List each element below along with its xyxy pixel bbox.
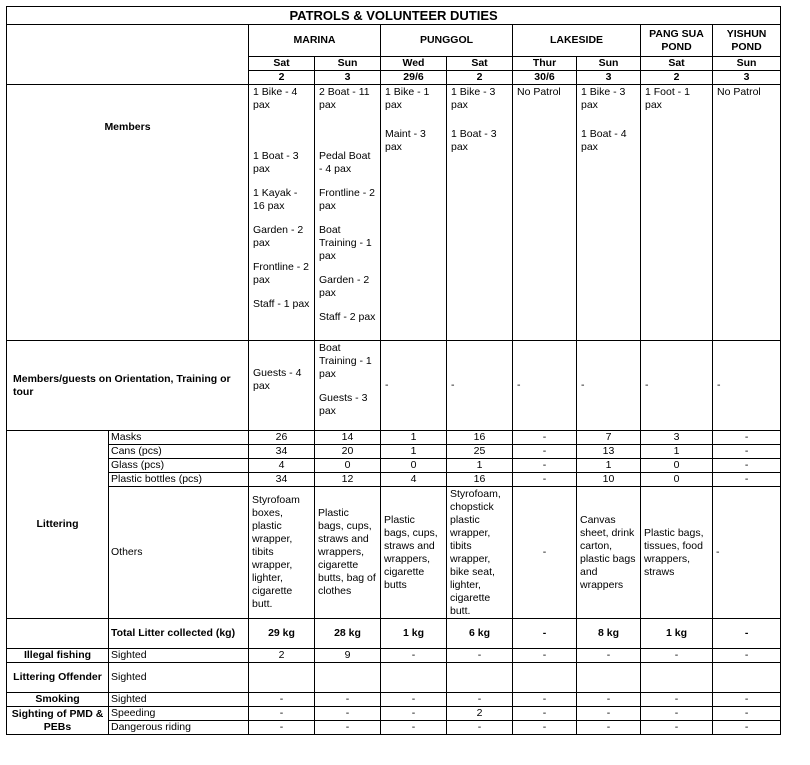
location-yishun: YISHUN POND <box>713 25 781 57</box>
offender-value <box>577 663 641 693</box>
litter-value: 26 <box>249 431 315 445</box>
litter-value: - <box>513 431 577 445</box>
entry-text: Pedal Boat - 4 pax <box>319 150 371 175</box>
smoking-value: - <box>447 693 513 707</box>
date-cell: 2 <box>641 71 713 85</box>
litter-others-cell: Styrofoam boxes, plastic wrapper, tibits wrapper, lighter, cigarette butt. <box>249 487 315 619</box>
orientation-cell <box>381 341 447 431</box>
litter-item-name: Cans (pcs) <box>109 445 249 459</box>
fishing-value: - <box>713 649 781 663</box>
litter-others-cell: - <box>713 487 781 619</box>
litter-value: 3 <box>641 431 713 445</box>
orientation-cell <box>577 341 641 431</box>
day-cell: Sat <box>447 57 513 71</box>
fishing-value: - <box>641 649 713 663</box>
smoking-label: Smoking <box>7 693 109 707</box>
day-cell: Thur <box>513 57 577 71</box>
orientation-label: Members/guests on Orientation, Training or tour <box>7 341 249 431</box>
litter-value: - <box>713 473 781 487</box>
litter-item-name: Glass (pcs) <box>109 459 249 473</box>
members-cell <box>447 85 513 341</box>
entry-text: - <box>581 379 585 391</box>
litter-value: 25 <box>447 445 513 459</box>
pmd-value: - <box>713 707 781 721</box>
entry-text: - <box>645 379 649 391</box>
pmd-value: - <box>447 721 513 735</box>
littering-offender-label: Littering Offender <box>7 663 109 693</box>
littering-row <box>7 431 781 445</box>
location-lakeside: LAKESIDE <box>513 25 641 57</box>
location-marina: MARINA <box>249 25 381 57</box>
pmd-value: - <box>641 707 713 721</box>
littering-offender-sub: Sighted <box>109 663 249 693</box>
offender-value <box>713 663 781 693</box>
members-cell <box>641 85 713 341</box>
litter-value: 4 <box>381 473 447 487</box>
litter-value: 1 <box>381 431 447 445</box>
orientation-cell <box>713 341 781 431</box>
litter-others-cell: - <box>513 487 577 619</box>
orientation-cell <box>641 341 713 431</box>
pmd-value: - <box>577 707 641 721</box>
entry-text: Staff - 1 pax <box>253 298 310 310</box>
pmd-row <box>7 721 781 735</box>
entry-text: 1 Kayak - 16 pax <box>253 187 298 212</box>
offender-value <box>249 663 315 693</box>
smoking-value: - <box>641 693 713 707</box>
page-title: PATROLS & VOLUNTEER DUTIES <box>7 7 781 25</box>
total-label: Total Litter collected (kg) <box>109 619 249 649</box>
members-cell <box>249 85 315 341</box>
pmd-sub: Dangerous riding <box>109 721 249 735</box>
litter-others-cell: Plastic bags, cups, straws and wrappers, cigarette butts <box>381 487 447 619</box>
offender-value <box>315 663 381 693</box>
smoking-sub: Sighted <box>109 693 249 707</box>
litter-value: - <box>513 473 577 487</box>
duties-report <box>6 6 780 735</box>
litter-value: - <box>513 445 577 459</box>
entry-text: 1 Boat - 4 pax <box>581 128 627 153</box>
pmd-value: - <box>249 721 315 735</box>
entry-text: Garden - 2 pax <box>253 224 304 249</box>
entry-text: - <box>451 379 455 391</box>
pmd-row <box>7 707 781 721</box>
location-pang-sua: PANG SUA POND <box>641 25 713 57</box>
pmd-value: - <box>315 707 381 721</box>
date-cell: 2 <box>249 71 315 85</box>
entry-text: - <box>385 379 389 391</box>
entry-text: 1 Bike - 3 pax <box>581 86 626 111</box>
pmd-value: - <box>641 721 713 735</box>
litter-others-cell: Canvas sheet, drink carton, plastic bags and wrappers <box>577 487 641 619</box>
members-cell <box>577 85 641 341</box>
entry-text: Guests - 3 pax <box>319 392 368 417</box>
pmd-value: - <box>381 721 447 735</box>
entry-text: 2 Boat - 11 pax <box>319 86 370 111</box>
entry-text: 1 Foot - 1 pax <box>645 86 690 111</box>
day-cell: Wed <box>381 57 447 71</box>
header-blank <box>7 25 249 85</box>
total-value: 29 kg <box>249 619 315 649</box>
litter-value: - <box>713 459 781 473</box>
total-value: 1 kg <box>641 619 713 649</box>
entry-text: No Patrol <box>717 86 761 98</box>
orientation-cell <box>315 341 381 431</box>
pmd-value: - <box>713 721 781 735</box>
litter-item-name: Masks <box>109 431 249 445</box>
day-cell: Sun <box>315 57 381 71</box>
entry-text: Frontline - 2 pax <box>253 261 310 286</box>
litter-value: - <box>513 459 577 473</box>
litter-value: 12 <box>315 473 381 487</box>
total-row <box>7 619 781 649</box>
offender-value <box>513 663 577 693</box>
members-cell <box>713 85 781 341</box>
litter-value: 1 <box>641 445 713 459</box>
illegal-fishing-label: Illegal fishing <box>7 649 109 663</box>
total-value: 8 kg <box>577 619 641 649</box>
entry-text: 1 Boat - 3 pax <box>253 150 299 175</box>
entry-text: Guests - 4 pax <box>253 367 302 392</box>
litter-others-cell: Styrofoam, chopstick plastic wrapper, tibits wrapper, bike seat, lighter, cigarette butt. <box>447 487 513 619</box>
entry-text: Boat Training - 1 pax <box>319 224 372 262</box>
litter-value: 34 <box>249 445 315 459</box>
entry-text: No Patrol <box>517 86 561 98</box>
offender-value <box>447 663 513 693</box>
day-cell: Sat <box>641 57 713 71</box>
date-cell: 3 <box>315 71 381 85</box>
date-cell: 2 <box>447 71 513 85</box>
litter-others-cell: Plastic bags, tissues, food wrappers, straws <box>641 487 713 619</box>
litter-value: 14 <box>315 431 381 445</box>
orientation-cell <box>249 341 315 431</box>
littering-row <box>7 445 781 459</box>
pmd-value: 2 <box>447 707 513 721</box>
orientation-cell <box>447 341 513 431</box>
pmd-value: - <box>577 721 641 735</box>
smoking-value: - <box>381 693 447 707</box>
entry-text: - <box>517 379 521 391</box>
littering-others-row <box>7 487 781 619</box>
orientation-cell <box>513 341 577 431</box>
date-cell: 3 <box>577 71 641 85</box>
total-blank <box>7 619 109 649</box>
fishing-value: - <box>447 649 513 663</box>
offender-value <box>381 663 447 693</box>
members-label: Members <box>7 85 249 341</box>
pmd-value: - <box>513 721 577 735</box>
total-value: - <box>713 619 781 649</box>
entry-text: 1 Bike - 3 pax <box>451 86 496 111</box>
litter-value: 34 <box>249 473 315 487</box>
smoking-value: - <box>513 693 577 707</box>
littering-offender-row <box>7 663 781 693</box>
litter-value: 20 <box>315 445 381 459</box>
smoking-value: - <box>713 693 781 707</box>
members-row <box>7 85 781 341</box>
pmd-value: - <box>249 707 315 721</box>
date-cell: 3 <box>713 71 781 85</box>
duties-table <box>6 6 781 735</box>
date-cell: 29/6 <box>381 71 447 85</box>
litter-value: 7 <box>577 431 641 445</box>
litter-value: 16 <box>447 431 513 445</box>
litter-value: - <box>713 431 781 445</box>
members-cell <box>381 85 447 341</box>
smoking-row <box>7 693 781 707</box>
offender-value <box>641 663 713 693</box>
litter-value: - <box>713 445 781 459</box>
entry-text: 1 Bike - 4 pax <box>253 86 298 111</box>
entry-text: 1 Bike - 1 pax <box>385 86 430 111</box>
pmd-value: - <box>381 707 447 721</box>
day-cell: Sun <box>713 57 781 71</box>
litter-value: 13 <box>577 445 641 459</box>
fishing-value: - <box>577 649 641 663</box>
litter-value: 0 <box>641 473 713 487</box>
total-value: 6 kg <box>447 619 513 649</box>
pmd-label: Sighting of PMD & PEBs <box>7 707 109 735</box>
pmd-sub: Speeding <box>109 707 249 721</box>
pmd-value: - <box>315 721 381 735</box>
illegal-fishing-row <box>7 649 781 663</box>
litter-value: 10 <box>577 473 641 487</box>
location-punggol: PUNGGOL <box>381 25 513 57</box>
litter-value: 1 <box>381 445 447 459</box>
fishing-value: 2 <box>249 649 315 663</box>
date-cell: 30/6 <box>513 71 577 85</box>
entry-text: - <box>717 379 721 391</box>
members-cell <box>513 85 577 341</box>
orientation-row <box>7 341 781 431</box>
smoking-value: - <box>577 693 641 707</box>
smoking-value: - <box>315 693 381 707</box>
littering-label: Littering <box>7 431 109 619</box>
illegal-fishing-sub: Sighted <box>109 649 249 663</box>
litter-value: 0 <box>381 459 447 473</box>
litter-value: 16 <box>447 473 513 487</box>
total-value: 28 kg <box>315 619 381 649</box>
litter-value: 0 <box>641 459 713 473</box>
day-cell: Sun <box>577 57 641 71</box>
litter-value: 0 <box>315 459 381 473</box>
smoking-value: - <box>249 693 315 707</box>
litter-others-label: Others <box>109 487 249 619</box>
littering-row <box>7 459 781 473</box>
entry-text: Frontline - 2 pax <box>319 187 376 212</box>
total-value: 1 kg <box>381 619 447 649</box>
entry-text: Staff - 2 pax <box>319 311 376 323</box>
entry-text: 1 Boat - 3 pax <box>451 128 497 153</box>
littering-row <box>7 473 781 487</box>
litter-item-name: Plastic bottles (pcs) <box>109 473 249 487</box>
fishing-value: - <box>513 649 577 663</box>
total-value: - <box>513 619 577 649</box>
day-cell: Sat <box>249 57 315 71</box>
pmd-value: - <box>513 707 577 721</box>
fishing-value: - <box>381 649 447 663</box>
entry-text: Maint - 3 pax <box>385 128 426 153</box>
members-cell <box>315 85 381 341</box>
litter-value: 1 <box>447 459 513 473</box>
litter-others-cell: Plastic bags, cups, straws and wrappers, cigarette butts, bag of clothes <box>315 487 381 619</box>
entry-text: Boat Training - 1 pax <box>319 342 372 380</box>
entry-text: Garden - 2 pax <box>319 274 370 299</box>
litter-value: 4 <box>249 459 315 473</box>
litter-value: 1 <box>577 459 641 473</box>
fishing-value: 9 <box>315 649 381 663</box>
